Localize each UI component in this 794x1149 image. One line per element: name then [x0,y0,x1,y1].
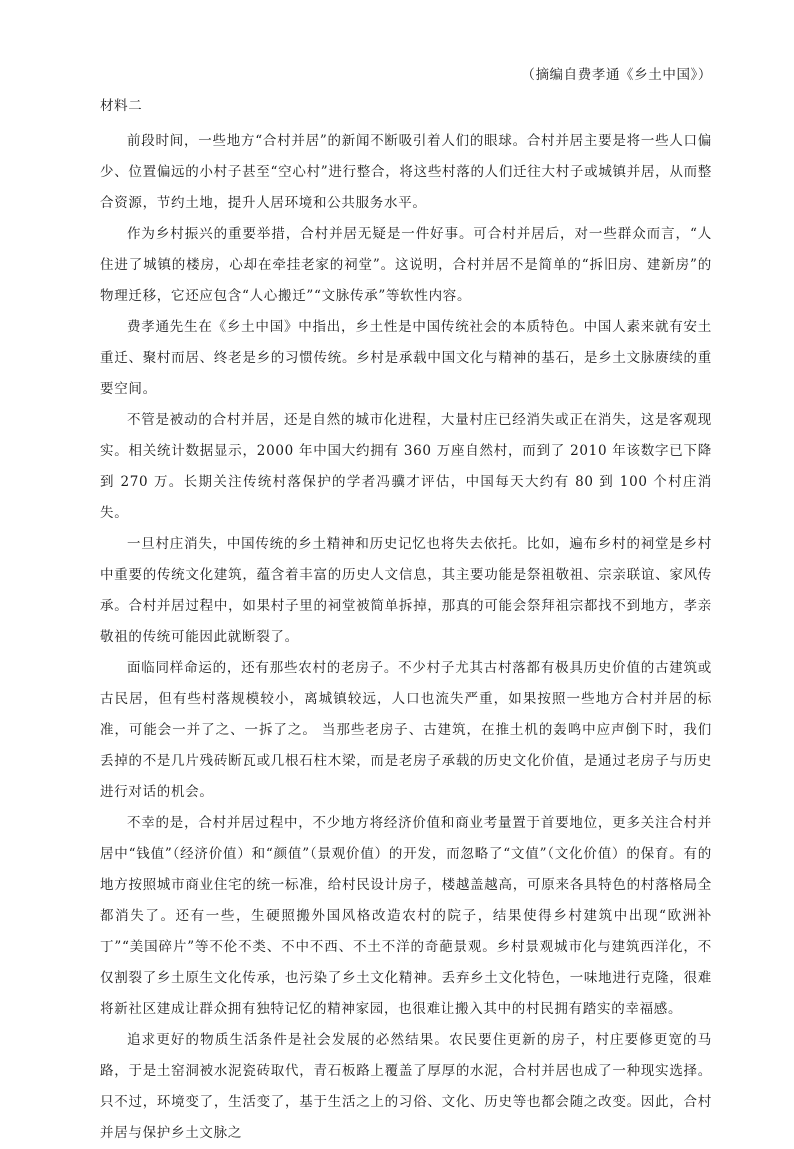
material-heading: 材料二 [100,98,143,114]
paragraph-5: 一旦村庄消失，中国传统的乡土精神和历史记忆也将失去依托。比如，遍布乡村的祠堂是乡村中重要的传统文化建筑，蕴含着丰富的历史人文信息，其主要功能是祭祖敬祖、宗亲联谊、家风传承。合村并居过程中，如果村子里的祠堂被简单拆掉，那真的可能会祭拜祖宗都找不到地方，孝亲敬祖的传统可能因此就断裂了。 [100,536,712,645]
paragraph-6: 面临同样命运的，还有那些农村的老房子。不少村子尤其古村落都有极具历史价值的古建筑或古民居，但有些村落规模较小，离城镇较远，人口也流失严重，如果按照一些地方合村并居的标准，可能会一并了之、一拆了之。 当那些老房子、古建筑，在推土机的轰鸣中应声倒下时，我们丢掉的不是几片残砖断瓦或几根石柱木梁，而是老房子承载的历史文化价值，是通过老房子与历史进行对话的机会。 [100,660,712,800]
paragraph-1: 前段时间，一些地方“合村并居”的新闻不断吸引着人们的眼球。合村并居主要是将一些人口偏少、位置偏远的小村子甚至“空心村”进行整合，将这些村落的人们迁往大村子或城镇并居，从而整合资源，节约土地，提升人居环境和公共服务水平。 [100,133,712,211]
paragraph-2: 作为乡村振兴的重要举措，合村并居无疑是一件好事。可合村并居后，对一些群众而言，“人住进了城镇的楼房，心却在牵挂老家的祠堂”。这说明，合村并居不是简单的“拆旧房、建新房”的物理迁移，它还应包含“人心搬迁”“文脉传承”等软性内容。 [100,226,712,304]
paragraph-3: 费孝通先生在《乡土中国》中指出，乡土性是中国传统社会的本质特色。中国人素来就有安土重迁、聚村而居、终老是乡的习惯传统。乡村是承载中国文化与精神的基石，是乡土文脉赓续的重要空间。 [100,319,712,397]
document-body [100,64,712,1149]
paragraph-4: 不管是被动的合村并居，还是自然的城市化进程，大量村庄已经消失或正在消失，这是客观现实。相关统计数据显示，2000 年中国大约拥有 360 万座自然村，而到了 2010 年该数字已下降到 270 万。长期关注传统村落保护的学者冯骥才评估，中国每天大约有 80 到 100 个村庄消失。 [100,412,712,521]
paragraph-7: 不幸的是，合村并居过程中，不少地方将经济价值和商业考量置于首要地位，更多关注合村并居中“钱值”（经济价值）和“颜值”（景观价值）的开发，而忽略了“文值”（文化价值）的保育。有的地方按照城市商业住宅的统一标准，给村民设计房子，楼越盖越高，可原来各具特色的村落格局全都消失了。还有一些，生硬照搬外国风格改造农村的院子，结果使得乡村建筑中出现“欧洲补丁”“美国碎片”等不伦不类、不中不西、不土不洋的奇葩景观。乡村景观城市化与建筑西洋化，不仅割裂了乡土原生文化传承，也污染了乡土文化精神。丢弃乡土文化特色，一味地进行克隆，很难将新社区建成让群众拥有独特记忆的精神家园，也很难让搬入其中的村民拥有踏实的幸福感。 [100,815,712,1017]
source-citation: （摘编自费孝通《乡土中国》） [521,67,712,83]
paragraph-8: 追求更好的物质生活条件是社会发展的必然结果。农民要住更新的房子，村庄要修更宽的马路，于是土窑洞被水泥瓷砖取代，青石板路上覆盖了厚厚的水泥，合村并居也成了一种现实选择。只不过，环境变了，生活变了，基于生活之上的习俗、文化、历史等也都会随之改变。因此，合村并居与保护乡土文脉之 [100,1032,712,1141]
